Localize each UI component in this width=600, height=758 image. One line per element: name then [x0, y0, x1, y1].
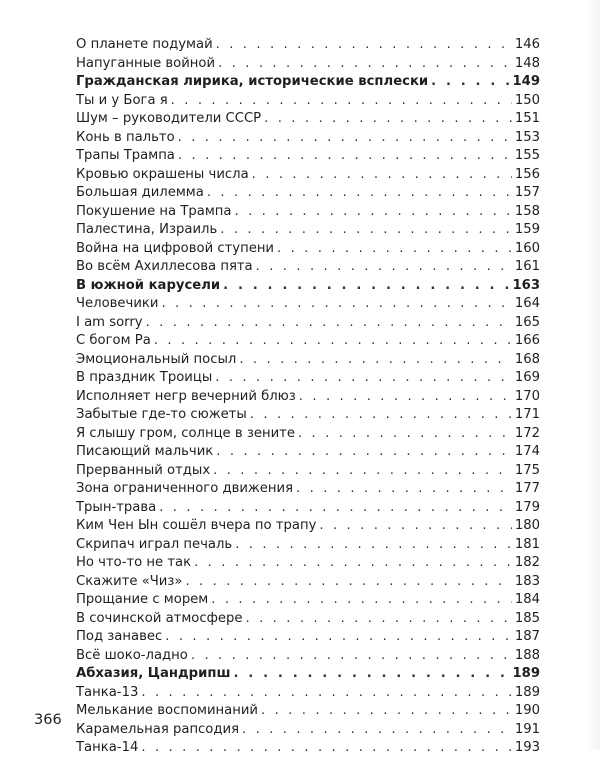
toc-dot-leader: [215, 369, 512, 388]
toc-entry: [76, 517, 540, 536]
toc-dot-leader: [319, 517, 511, 536]
toc-dot-leader: [146, 314, 512, 333]
toc-entry-title: В праздник Троицы: [76, 370, 213, 385]
toc-entry: [76, 610, 540, 629]
toc-entry-page: 188: [514, 647, 540, 663]
toc-entry-page: 158: [514, 203, 540, 219]
toc-entry: [76, 554, 540, 573]
toc-dot-leader: [261, 702, 512, 721]
toc-section-heading: [76, 665, 540, 684]
toc-dot-leader: [220, 221, 512, 240]
toc-entry: [76, 628, 540, 647]
toc-entry-title: Эмоциональный посыл: [76, 351, 237, 367]
toc-entry-page: 155: [514, 148, 540, 163]
toc-dot-leader: [191, 647, 512, 666]
toc-entry-page: 189: [514, 684, 540, 700]
toc-entry-title: Прощание с морем: [76, 592, 209, 607]
toc-entry-page: 185: [514, 610, 540, 626]
toc-entry-title: Трын-трава: [76, 499, 157, 515]
toc-entry: [76, 203, 540, 222]
toc-entry-page: 181: [514, 536, 540, 552]
toc-dot-leader: [250, 406, 512, 425]
toc-entry: [76, 573, 540, 592]
toc-entry: [76, 721, 540, 740]
toc-entry-page: 148: [514, 55, 540, 71]
toc-entry-page: 187: [514, 629, 540, 644]
toc-entry-title: Напуганные войной: [76, 55, 216, 71]
toc-dot-leader: [298, 425, 512, 444]
toc-entry-page: 179: [514, 499, 540, 515]
toc-entry-page: 153: [514, 129, 540, 145]
toc-dot-leader: [207, 184, 512, 203]
toc-entry-page: 170: [514, 388, 540, 404]
toc-dot-leader: [296, 480, 512, 499]
toc-entry: [76, 314, 540, 333]
toc-entry-page: 150: [514, 92, 540, 108]
toc-dot-leader: [264, 110, 512, 129]
toc-dot-leader: [159, 499, 512, 518]
toc-entry-title: Но что-то не так: [76, 555, 192, 570]
toc-entry-title: Война на цифровой ступени: [76, 240, 275, 256]
toc-entry: [76, 702, 540, 721]
toc-entry-page: 166: [514, 333, 540, 348]
toc-entry: [76, 369, 540, 388]
toc-entry-page: 157: [514, 185, 540, 200]
toc-entry: [76, 166, 540, 185]
toc-entry-title: Кровью окрашены числа: [76, 166, 249, 182]
page-number: 366: [34, 712, 62, 728]
toc-entry: [76, 110, 540, 129]
toc-dot-leader: [256, 258, 512, 277]
toc-entry-page: 183: [514, 573, 540, 589]
toc-entry-title: Скрипач играл печаль: [76, 536, 233, 552]
toc-entry-page: 156: [514, 166, 540, 182]
toc-entry: [76, 647, 540, 666]
toc-entry: [76, 591, 540, 610]
toc-entry-title: Трапы Трампа: [76, 148, 175, 163]
toc-dot-leader: [235, 536, 512, 555]
toc-entry-page: 175: [514, 462, 540, 478]
toc-dot-leader: [178, 147, 512, 166]
toc-dot-leader: [233, 665, 509, 684]
toc-entry-title: Палестина, Израиль: [76, 222, 218, 237]
toc-entry: [76, 739, 540, 758]
toc-entry: [76, 36, 540, 55]
table-of-contents: [76, 36, 540, 758]
toc-entry-title: Писающий мальчик: [76, 444, 214, 459]
toc-dot-leader: [252, 166, 512, 185]
toc-entry-page: 168: [514, 351, 540, 367]
toc-entry-title: Исполняет негр вечерний блюз: [76, 388, 296, 404]
toc-entry-page: 146: [514, 37, 540, 52]
toc-dot-leader: [277, 240, 512, 259]
toc-entry: [76, 425, 540, 444]
toc-entry-title: Во всём Ахиллесова пята: [76, 259, 253, 274]
toc-entry-title: Карамельная рапсодия: [76, 721, 240, 737]
toc-entry-page: 180: [514, 518, 540, 533]
toc-entry: [76, 536, 540, 555]
toc-entry: [76, 147, 540, 166]
toc-entry: [76, 295, 540, 314]
toc-entry: [76, 480, 540, 499]
toc-entry-page: 159: [514, 222, 540, 237]
toc-section-heading: [76, 73, 540, 92]
toc-entry: [76, 462, 540, 481]
toc-entry-title: С богом Ра: [76, 333, 151, 348]
toc-entry-title: Забытые где-то сюжеты: [76, 407, 247, 422]
toc-entry-title: Всё шоко-ладно: [76, 647, 188, 663]
toc-entry-title: Скажите «Чиз»: [76, 573, 183, 589]
toc-entry-page: 182: [514, 555, 540, 570]
toc-entry-page: 174: [514, 444, 540, 459]
toc-entry-title: Человечики: [76, 296, 159, 311]
toc-section-heading: [76, 277, 540, 296]
page-edge-shadow: [586, 0, 600, 750]
toc-entry-page: 184: [514, 592, 540, 607]
toc-entry-title: Танка-13: [76, 684, 139, 700]
toc-entry-title: Танка-14: [76, 740, 139, 755]
toc-dot-leader: [216, 443, 512, 462]
toc-entry-title: Покушение на Трампа: [76, 203, 232, 219]
toc-entry-title: Гражданская лирика, исторические всплески: [76, 74, 429, 89]
toc-entry: [76, 351, 540, 370]
toc-dot-leader: [141, 684, 511, 703]
toc-entry-page: 169: [514, 370, 540, 385]
toc-entry-page: 177: [514, 481, 540, 496]
toc-entry-page: 171: [514, 407, 540, 422]
toc-dot-leader: [194, 554, 512, 573]
toc-entry-title: Абхазия, Цандрипш: [76, 666, 231, 681]
toc-entry: [76, 55, 540, 74]
toc-entry-title: Под занавес: [76, 629, 163, 644]
toc-entry: [76, 406, 540, 425]
toc-dot-leader: [218, 55, 512, 74]
toc-entry-page: 172: [514, 425, 540, 441]
toc-dot-leader: [171, 92, 512, 111]
toc-entry-title: О планете подумай: [76, 37, 213, 52]
toc-entry-title: Прерванный отдых: [76, 462, 211, 478]
toc-entry: [76, 684, 540, 703]
toc-entry: [76, 443, 540, 462]
toc-dot-leader: [165, 628, 512, 647]
toc-dot-leader: [178, 129, 512, 148]
toc-entry: [76, 184, 540, 203]
toc-dot-leader: [161, 295, 511, 314]
toc-dot-leader: [235, 203, 512, 222]
toc-entry-page: 160: [514, 240, 540, 256]
toc-entry: [76, 129, 540, 148]
toc-dot-leader: [246, 610, 512, 629]
toc-dot-leader: [242, 721, 512, 740]
toc-dot-leader: [223, 277, 509, 296]
toc-dot-leader: [141, 739, 511, 758]
toc-entry-page: 149: [512, 74, 540, 89]
toc-entry-title: Шум – руководители СССР: [76, 111, 262, 126]
toc-dot-leader: [216, 36, 512, 55]
toc-dot-leader: [211, 591, 512, 610]
toc-entry-title: Конь в пальто: [76, 129, 175, 145]
toc-entry-title: Большая дилемма: [76, 185, 204, 200]
toc-entry-page: 161: [514, 259, 540, 274]
toc-dot-leader: [185, 573, 511, 592]
toc-entry: [76, 388, 540, 407]
toc-dot-leader: [431, 73, 509, 92]
toc-entry-title: Мелькание воспоминаний: [76, 703, 259, 718]
toc-entry-page: 193: [514, 740, 540, 755]
toc-entry-title: Я слышу гром, солнце в зените: [76, 425, 295, 441]
toc-entry: [76, 258, 540, 277]
toc-dot-leader: [154, 332, 512, 351]
toc-entry-page: 189: [512, 666, 540, 681]
toc-entry: [76, 221, 540, 240]
toc-entry-title: Ты и у Бога я: [76, 92, 168, 108]
toc-entry-page: 191: [514, 721, 540, 737]
toc-entry-page: 164: [514, 296, 540, 311]
toc-dot-leader: [213, 462, 512, 481]
toc-entry-page: 190: [514, 703, 540, 718]
toc-entry-title: В южной карусели: [76, 277, 221, 293]
toc-entry-title: I am sorry: [76, 314, 143, 330]
toc-entry-page: 151: [514, 111, 540, 126]
toc-entry: [76, 499, 540, 518]
toc-entry-page: 163: [512, 277, 540, 293]
toc-entry: [76, 332, 540, 351]
toc-entry: [76, 240, 540, 259]
toc-entry: [76, 92, 540, 111]
toc-dot-leader: [299, 388, 512, 407]
toc-entry-title: В сочинской атмосфере: [76, 610, 243, 626]
toc-entry-title: Ким Чен Ын сошёл вчера по трапу: [76, 518, 317, 533]
toc-entry-title: Зона ограниченного движения: [76, 481, 294, 496]
toc-entry-page: 165: [514, 314, 540, 330]
toc-dot-leader: [239, 351, 512, 370]
